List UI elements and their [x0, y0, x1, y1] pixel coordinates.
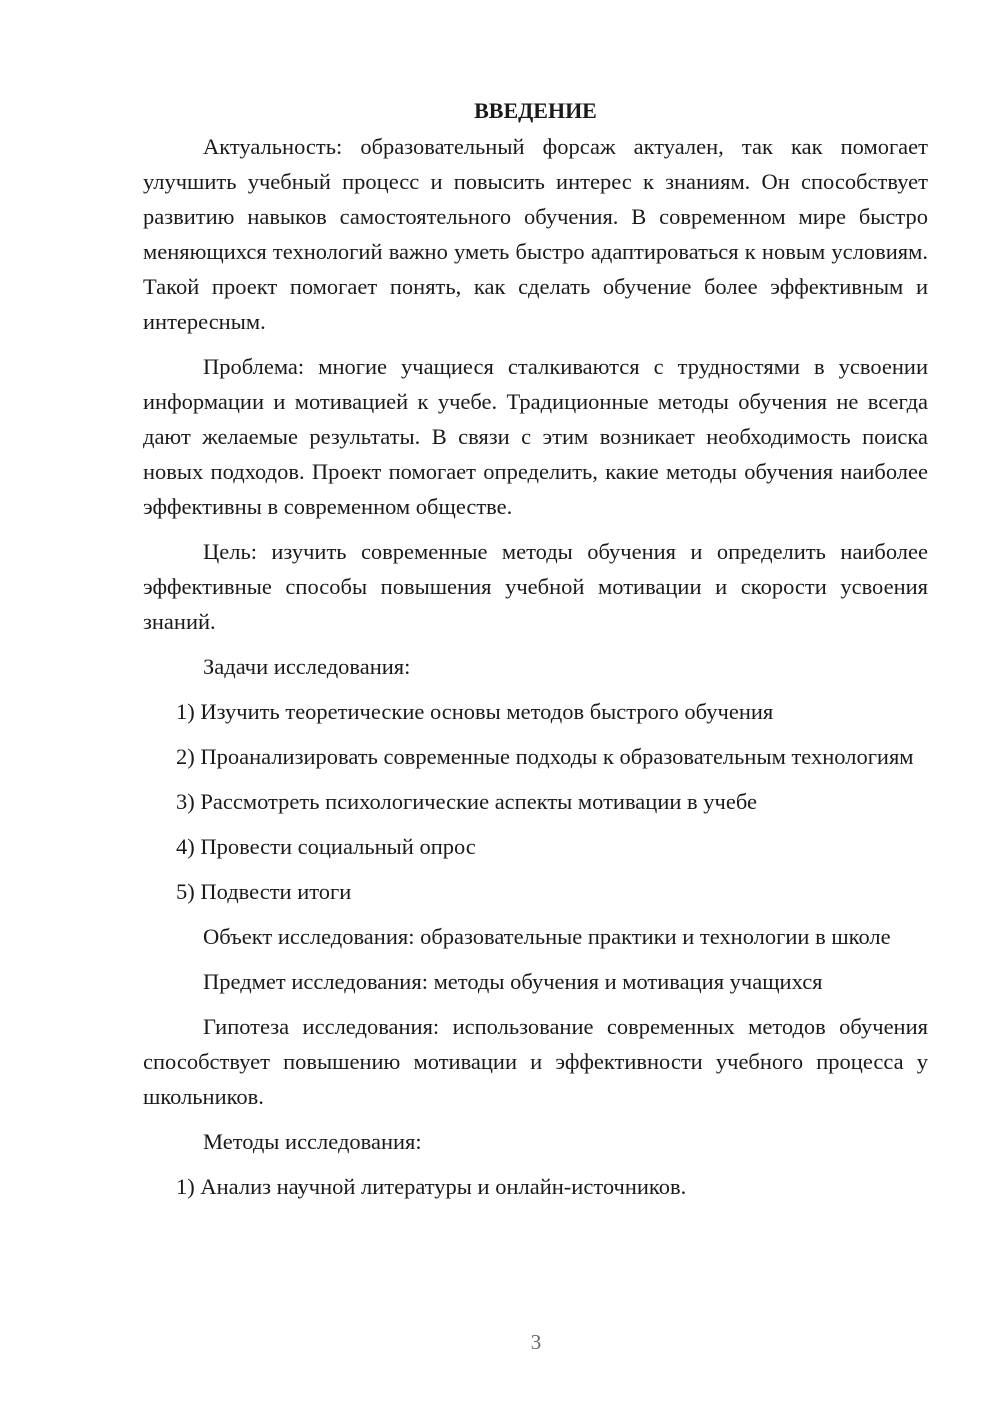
page-number: 3 — [530, 1330, 542, 1354]
object-paragraph: Объект исследования: образовательные практики и технологии в школе — [203, 924, 891, 949]
task-item-1: 1) Изучить теоретические основы методов быстрого обучения — [176, 699, 774, 724]
hypothesis-paragraph: Гипотеза исследования: использование современных методов обучения способствует повышению мотивации и эффективности учебного процесса у школьников. — [143, 1014, 928, 1109]
goal-paragraph: Цель: изучить современные методы обучения и определить наиболее эффективные способы повышения учебной мотивации и скорости усвоения знаний. — [143, 539, 928, 634]
subject-paragraph: Предмет исследования: методы обучения и мотивация учащихся — [203, 969, 823, 994]
task-item-5: 5) Подвести итоги — [176, 879, 352, 904]
task-item-3: 3) Рассмотреть психологические аспекты мотивации в учебе — [176, 789, 757, 814]
methods-heading: Методы исследования: — [203, 1129, 422, 1154]
problem-paragraph: Проблема: многие учащиеся сталкиваются с трудностями в усвоении информации и мотивацией к учебе. Традиционные методы обучения не всегда дают желаемые результаты. В связи с этим возникает необходимость поиска новых подходов. Проект помогает определить, какие методы обучения наиболее эффективны в современном обществе. — [143, 354, 928, 519]
method-item-1: 1) Анализ научной литературы и онлайн-источников. — [176, 1174, 687, 1199]
relevance-paragraph: Актуальность: образовательный форсаж актуален, так как помогает улучшить учебный процесс и повысить интерес к знаниям. Он способствует развитию навыков самостоятельного обучения. В современном мире быстро меняющихся технологий важно уметь быстро адаптироваться к новым условиям. Такой проект помогает понять, как сделать обучение более эффективным и интересным. — [143, 134, 928, 334]
page-content — [143, 93, 928, 1204]
task-item-4: 4) Провести социальный опрос — [176, 834, 476, 859]
task-item-2: 2) Проанализировать современные подходы к образовательным технологиям — [176, 744, 914, 769]
tasks-heading: Задачи исследования: — [203, 654, 411, 679]
section-heading: ВВЕДЕНИЕ — [474, 98, 597, 123]
